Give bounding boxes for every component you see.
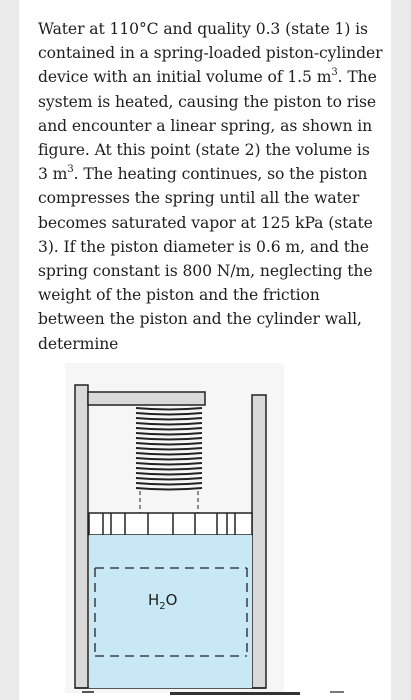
piston	[89, 513, 252, 535]
problem-statement: Water at 110°C and quality 0.3 (state 1) is contained in a spring-loaded piston-cylinder device with an initial volume of 1.5 $m^3$. The system is heated, causing the piston to rise and encounter a linear spring, as shown in figure. At this point (state 2) the volume is 3 $m^3$. The heating continues, so the piston compresses the spring until all the water becomes saturated vapor at 125 kPa (state 3). If the piston diameter is 0.6 m, and the spring constant is 800 N/m, neglecting the weight of the piston and the friction between the piston and the cylinder wall, determine	[38, 20, 383, 353]
content-card	[19, 0, 391, 700]
water-label: $H_2O$	[148, 591, 178, 612]
left-cylinder-wall	[75, 385, 88, 688]
next-content-edge	[38, 688, 410, 700]
piston-cylinder-drawing	[65, 363, 284, 693]
top-stop-plate	[88, 392, 205, 405]
right-cylinder-wall	[252, 395, 266, 688]
piston-cylinder-figure	[65, 363, 284, 693]
